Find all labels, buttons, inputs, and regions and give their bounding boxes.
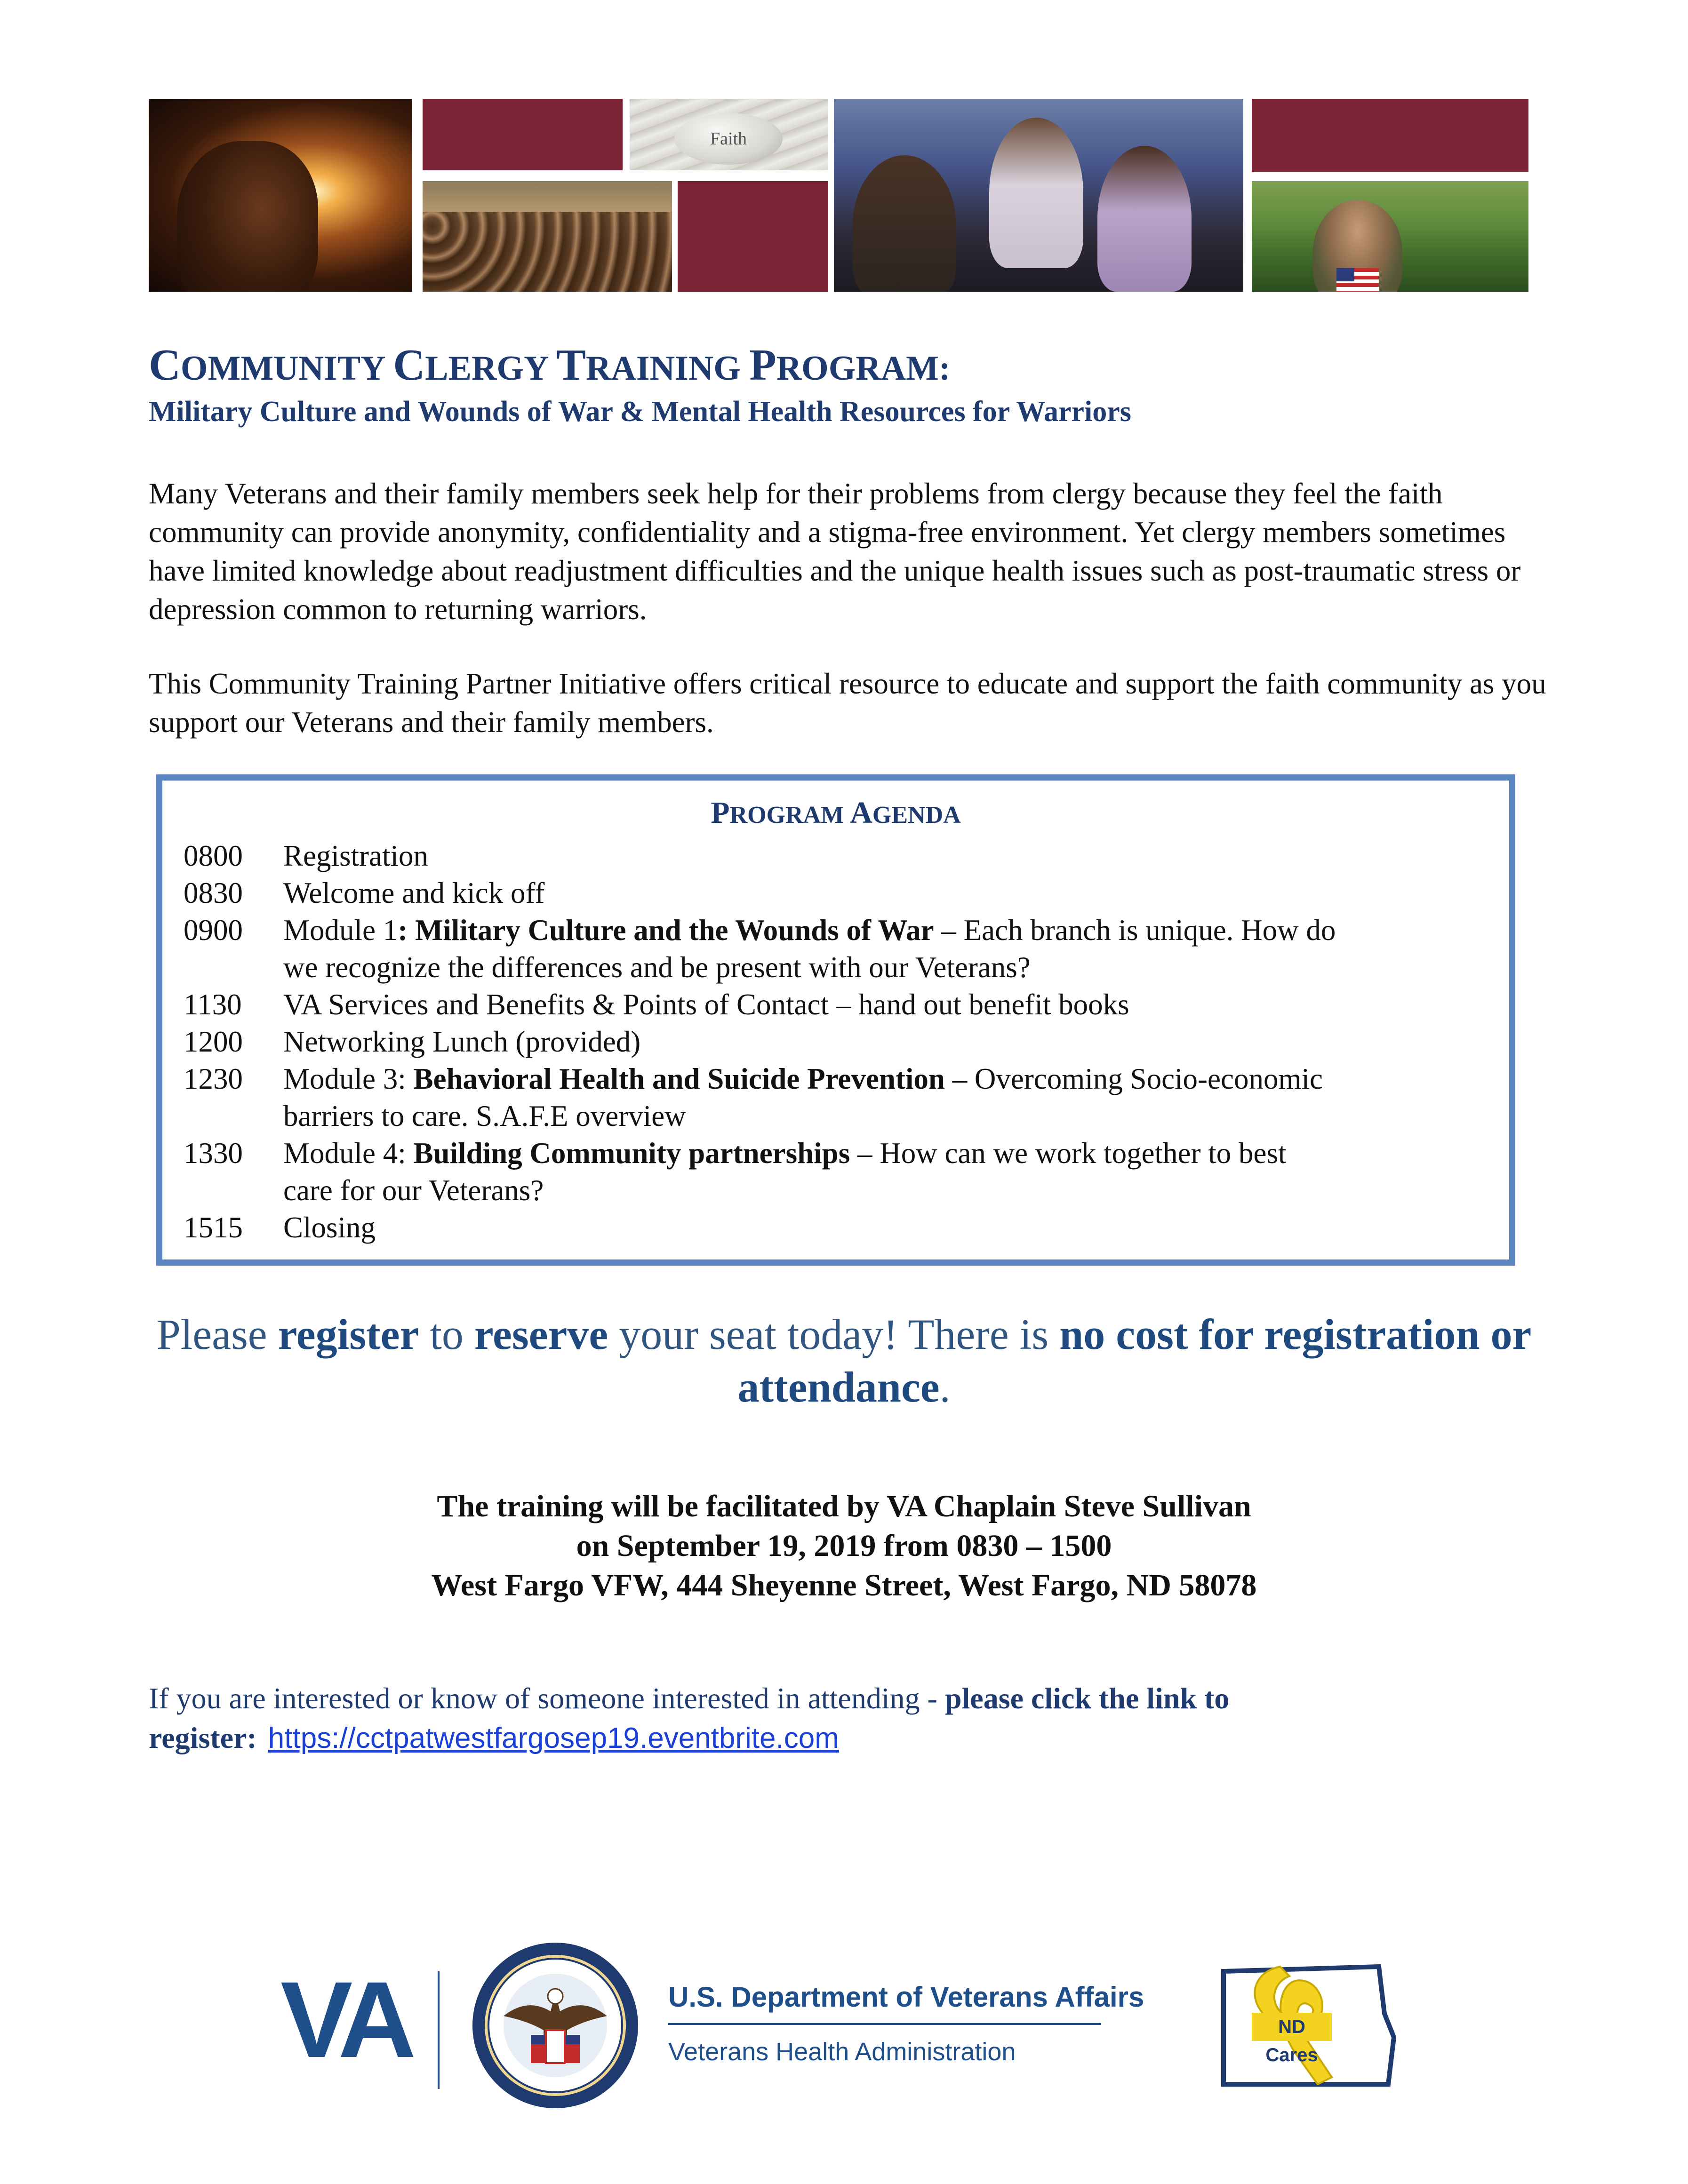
agenda-time: 0830 xyxy=(184,877,243,909)
group-person-1 xyxy=(853,155,956,292)
banner-photo-soldier-hug xyxy=(1252,181,1528,292)
agenda-time: 1200 xyxy=(184,1025,243,1058)
agenda-desc: Welcome and kick off xyxy=(283,877,545,909)
agenda-title-rest-1: ROGRAM xyxy=(729,802,850,829)
title-word-4-rest: ROGRAM: xyxy=(776,349,951,388)
agenda-time: 1330 xyxy=(184,1137,243,1170)
agenda-desc-continued: care for our Veterans? xyxy=(283,1174,544,1207)
va-name-rule xyxy=(668,2023,1101,2025)
agenda-desc-bold: Behavioral Health and Suicide Prevention xyxy=(413,1062,945,1095)
agenda-desc-continued: barriers to care. S.A.F.E overview xyxy=(283,1100,686,1132)
agenda-time: 1130 xyxy=(184,988,242,1021)
va-department-name: U.S. Department of Veterans Affairs xyxy=(668,1981,1144,2013)
registration-link[interactable]: https://cctpatwestfargosep19.eventbrite.com xyxy=(268,1722,839,1754)
agenda-desc-suffix: – Each branch is unique. How do xyxy=(934,914,1336,947)
faith-stone-text: Faith xyxy=(710,129,747,149)
agenda-time: 1230 xyxy=(184,1062,243,1095)
agenda-desc: Registration xyxy=(283,839,428,872)
agenda-title-rest-2: GENDA xyxy=(872,802,961,829)
title-word-2-cap: C xyxy=(393,341,425,390)
agenda-time: 0900 xyxy=(184,914,243,947)
group-person-2 xyxy=(989,118,1083,268)
va-logo-divider xyxy=(438,1971,440,2089)
facilitator-line-1: The training will be facilitated by VA Chaplain Steve Sullivan xyxy=(437,1489,1251,1523)
banner-photo-audience xyxy=(423,181,672,292)
agenda-desc-bold: : Military Culture and the Wounds of War xyxy=(398,914,934,947)
facilitator-line-2: on September 19, 2019 from 0830 – 1500 xyxy=(576,1529,1112,1563)
facilitator-line-3: West Fargo VFW, 444 Sheyenne Street, West Fargo, ND 58078 xyxy=(431,1568,1257,1602)
facilitator-block xyxy=(149,1487,1539,1605)
flag-patch xyxy=(1336,268,1379,292)
agenda-title-cap-2: A xyxy=(850,796,872,830)
agenda-desc xyxy=(283,1135,1507,1172)
audience-heads xyxy=(423,212,672,292)
agenda-title-cap-1: P xyxy=(711,796,730,830)
banner-photo-faith-stone xyxy=(630,99,828,170)
agenda-desc: Networking Lunch (provided) xyxy=(283,1025,641,1058)
agenda-desc xyxy=(283,1060,1507,1098)
agenda-desc-prefix: Module 4: xyxy=(283,1137,414,1170)
title-word-4-cap: P xyxy=(749,341,776,390)
agenda-time: 1515 xyxy=(184,1211,243,1244)
faith-stone xyxy=(674,113,783,165)
registration-info-text: If you are interested or know of someone interested in attending - xyxy=(149,1682,945,1715)
nd-cares-label: ND Cares xyxy=(1252,2013,1332,2041)
agenda-desc: Closing xyxy=(283,1211,376,1244)
agenda-desc xyxy=(283,912,1507,949)
page-title xyxy=(149,340,951,391)
agenda-desc: VA Services and Benefits & Points of Contact – hand out benefit books xyxy=(283,988,1129,1021)
register-bold-3: no cost for registration or attendance xyxy=(737,1310,1532,1411)
banner-photo-group-conversation xyxy=(834,99,1243,292)
registration-info-bold: please click the link to register: xyxy=(149,1682,1230,1754)
agenda-time: 0800 xyxy=(184,839,243,872)
intro-paragraph-1: Many Veterans and their family members seek help for their problems from clergy because they feel the faith community can provide anonymity, confidentiality and a stigma-free environment. Yet clergy members sometimes have limited knowledge about readjustment difficulties and the unique health issues such as post-traumatic stress or depression common to returning warriors. xyxy=(149,477,1521,626)
agenda-desc-suffix: – Overcoming Socio-economic xyxy=(944,1062,1323,1095)
register-text-3: your seat today! There is xyxy=(608,1310,1060,1358)
banner-photo-praying-man xyxy=(149,99,412,292)
agenda-title xyxy=(156,795,1515,831)
agenda-desc-suffix: – How can we work together to best xyxy=(850,1137,1287,1170)
banner-maroon-block-2 xyxy=(678,181,828,292)
banner-maroon-block-3 xyxy=(1252,99,1528,172)
intro-paragraph-2: This Community Training Partner Initiative offers critical resource to educate and support the faith community as you support our Veterans and their family members. xyxy=(149,667,1546,739)
register-text-1: Please xyxy=(156,1310,278,1358)
va-logo-letters: VA xyxy=(280,1959,410,2080)
va-administration-name: Veterans Health Administration xyxy=(668,2038,1016,2066)
register-bold-1: register xyxy=(278,1310,419,1358)
register-text-4: . xyxy=(939,1363,951,1411)
agenda-desc-prefix: Module 3: xyxy=(283,1062,414,1095)
banner-maroon-block-1 xyxy=(423,99,623,170)
va-seal-icon xyxy=(471,1941,640,2110)
agenda-desc-bold: Building Community partnerships xyxy=(413,1137,850,1170)
title-word-3-rest: RAINING xyxy=(585,349,750,388)
registration-info xyxy=(149,1679,1542,1758)
register-text-2: to xyxy=(419,1310,474,1358)
agenda-desc-prefix: Module 1 xyxy=(283,914,398,947)
title-word-1-rest: OMMUNITY xyxy=(180,349,393,388)
register-bold-2: reserve xyxy=(474,1310,608,1358)
register-callout xyxy=(149,1308,1539,1413)
title-word-1-cap: C xyxy=(149,341,181,390)
agenda-desc-continued: we recognize the differences and be present with our Veterans? xyxy=(283,951,1031,984)
group-person-3 xyxy=(1097,146,1192,292)
praying-man-silhouette xyxy=(177,141,318,292)
title-word-2-rest: LERGY xyxy=(425,349,557,388)
title-word-3-cap: T xyxy=(556,341,586,390)
page-subtitle: Military Culture and Wounds of War & Mental Health Resources for Warriors xyxy=(149,396,1131,428)
